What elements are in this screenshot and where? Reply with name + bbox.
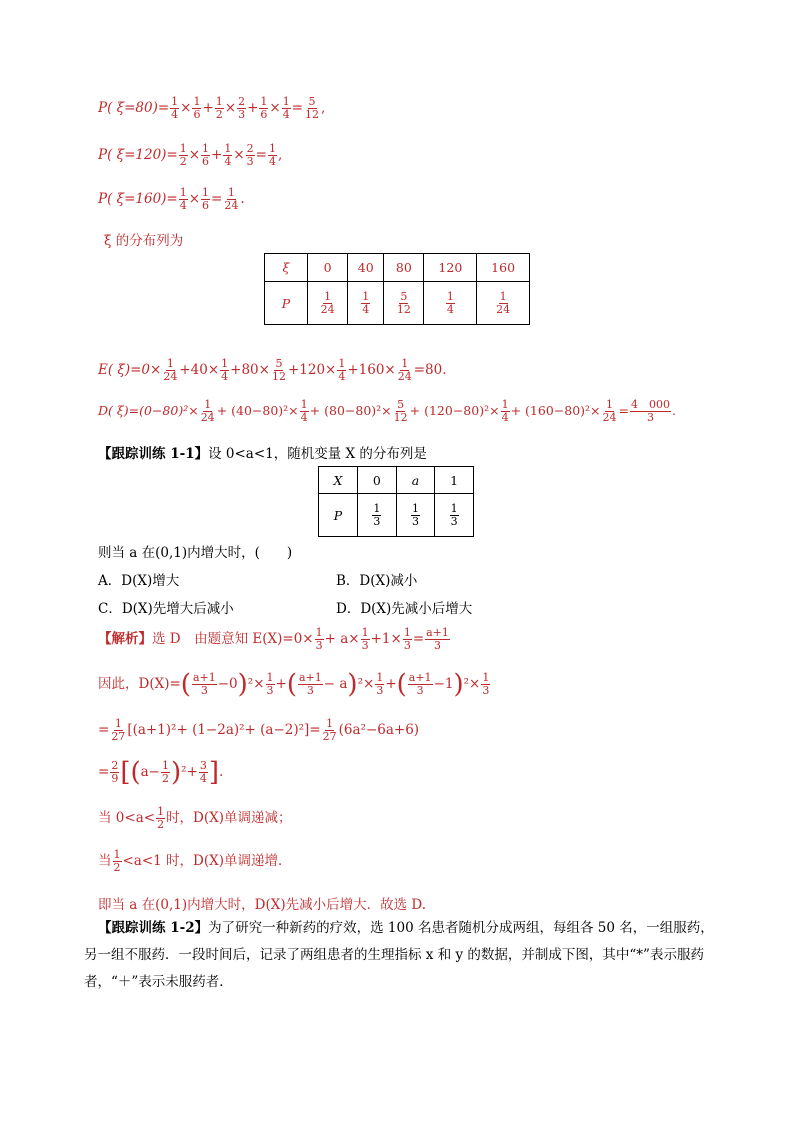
fraction: $\frac{1}{3}$ [315,626,323,652]
analysis-line-2: 因此，D(X)=( $\frac{a+1}{3}$ −0)²× $\frac{1}{3}$ +( $\frac{a+1}{3}$ − a)²× $\frac{1}{3}$ +( $\frac{a+1}{3}$ −1)²× $\frac{1}{3}$ [98,669,490,700]
fraction: $\frac{1}{2}$ [179,142,187,168]
table-cell: P [319,494,358,537]
analysis-conclusion: 即当 a 在(0,1)内增大时，D(X)先减小后增大．故选 D. [98,897,427,913]
fraction: $\frac{5}{12}$ [393,398,408,424]
fraction: $\frac{1}{3}$ [482,671,490,697]
fraction: $\frac{1}{4}$ [221,357,229,383]
fraction: $\frac{3}{4}$ [199,759,207,785]
prob-lhs: P( ξ=80)= [98,100,170,116]
fraction: $\frac{1}{4}$ [282,95,290,121]
fraction: $\frac{1}{27}$ [111,717,126,743]
expectation-line: E( ξ)=0× $\frac{1}{24}$ +40× $\frac{1}{4}$ +80× $\frac{5}{12}$ +120× $\frac{1}{4}$ +160× $\frac{1}{24}$ =80. [98,357,447,383]
table-cell: 160 [477,254,530,282]
option-b[interactable]: B．D(X)减小 [336,573,418,589]
fraction: $\frac{1}{24}$ [224,186,239,212]
table-cell: $\frac{1}{3}$ [396,494,435,537]
fraction: $\frac{1}{4}$ [338,357,346,383]
analysis-line-3: = $\frac{1}{27}$ [(a+1)²+ (1−2a)²+ (a−2)²]= $\frac{1}{27}$ (6a²−6a+6) [98,717,420,743]
fraction: $\frac{1}{6}$ [202,186,210,212]
table-row [265,282,530,325]
fraction: $\frac{5}{12}$ [271,357,286,383]
analysis-line-5: 当 0<a< $\frac{1}{2}$ 时，D(X)单调递减； [98,805,292,831]
fraction: $\frac{1}{2}$ [113,848,121,874]
table-row [265,254,530,282]
distribution-table-x [318,466,474,537]
fraction: $\frac{a+1}{3}$ [426,626,449,652]
table-row [319,494,474,537]
fraction: $\frac{a+1}{3}$ [192,671,216,697]
distribution-table-xi [264,253,530,325]
fraction: $\frac{1}{3}$ [376,671,384,697]
fraction: $\frac{1}{24}$ [163,357,178,383]
table-cell: $\frac{1}{4}$ [424,282,477,325]
question-text: 则当 a 在(0,1)内增大时，( ) [98,545,293,561]
prob-line-160: P( ξ=160)= $\frac{1}{4}$ × $\frac{1}{6}$ = $\frac{1}{24}$ . [98,186,245,212]
table-cell: 1 [435,467,474,494]
fraction: $\frac{1}{4}$ [171,95,179,121]
table-cell: a [396,467,435,494]
dist-label: ξ 的分布列为 [104,233,184,249]
analysis-line-6: 当 $\frac{1}{2}$ <a<1 时，D(X)单调递增． [98,848,292,874]
prob-lhs: P( ξ=120)= [98,147,178,163]
fraction: $\frac{2}{9}$ [111,759,119,785]
fraction: $\frac{5}{12}$ [305,95,320,121]
analysis-line-1: 【解析】选 D 由题意知 E(X)=0× $\frac{1}{3}$ + a× $\frac{1}{3}$ +1× $\frac{1}{3}$ = $\frac{a+1}{3}$ [98,626,449,652]
prob-lhs: P( ξ=160)= [98,191,178,207]
table-cell: $\frac{1}{24}$ [308,282,348,325]
table-cell: 0 [308,254,348,282]
table-cell: ξ [265,254,308,282]
table-cell: $\frac{1}{3}$ [435,494,474,537]
fraction: $\frac{2}{3}$ [246,142,254,168]
analysis-line-4: = $\frac{2}{9}$ [(a− $\frac{1}{2}$ )²+ $\frac{3}{4}$ ]. [98,757,224,788]
fraction: $\frac{1}{2}$ [162,759,169,785]
fraction: $\frac{a+1}{3}$ [408,671,432,697]
table-cell: $\frac{5}{12}$ [384,282,424,325]
table-cell: $\frac{1}{4}$ [348,282,384,325]
fraction: $\frac{1}{4}$ [224,142,232,168]
fraction: $\frac{2}{3}$ [238,95,246,121]
analysis-tag: 【解析】 [98,631,152,647]
table-cell: P [265,282,308,325]
table-cell: 40 [348,254,384,282]
exercise-text: 设 0<a<1，随机变量 X 的分布列是 [208,446,427,462]
fraction: $\frac{1}{24}$ [200,398,215,424]
exercise-tag: 【跟踪训练 1-2】 [98,920,209,936]
fraction: $\frac{1}{27}$ [322,717,337,743]
variance-line: D( ξ)=(0−80)²× $\frac{1}{24}$ + (40−80)²× $\frac{1}{4}$ + (80−80)²× $\frac{5}{12}$ + (120−80)²× $\frac{1}{4}$ + (160−80)²× $\frac{1}{24}$ = $\frac{4 000}{3}$ . [98,398,676,424]
exercise-tag: 【跟踪训练 1-1】 [98,446,209,462]
fraction: $\frac{1}{2}$ [157,805,165,831]
fraction: $\frac{1}{4}$ [300,398,308,424]
table-cell: 0 [358,467,397,494]
fraction: $\frac{1}{4}$ [501,398,509,424]
table-cell: X [319,467,358,494]
fraction: $\frac{1}{24}$ [397,357,412,383]
fraction: $\frac{1}{24}$ [602,398,617,424]
fraction: $\frac{1}{6}$ [202,142,210,168]
table-cell: 80 [384,254,424,282]
fraction: $\frac{4 000}{3}$ [631,398,671,424]
option-a[interactable]: A．D(X)增大 [98,573,180,589]
fraction: $\frac{1}{2}$ [215,95,223,121]
table-cell: $\frac{1}{3}$ [358,494,397,537]
fraction: $\frac{a+1}{3}$ [298,671,322,697]
option-d[interactable]: D．D(X)先减小后增大 [336,601,473,617]
table-cell: $\frac{1}{24}$ [477,282,530,325]
prob-line-80: P( ξ=80)= $\frac{1}{4}$ × $\frac{1}{6}$ + $\frac{1}{2}$ × $\frac{2}{3}$ + $\frac{1}{6}$ × $\frac{1}{4}$ = $\frac{5}{12}$ , [98,95,326,121]
fraction: $\frac{1}{6}$ [193,95,201,121]
exercise-text: 为了研究一种新药的疗效，选 100 名患者随机分成两组，每组各 50 名，一组服药，另一组不服药．一段时间后，记录了两组患者的生理指标 x 和 y 的数据，并制成下图，其中“*”表示服药者，“＋”表示未服药者． [84,920,714,990]
fraction: $\frac{1}{3}$ [361,626,369,652]
fraction: $\frac{1}{3}$ [403,626,411,652]
table-row [319,467,474,494]
fraction: $\frac{1}{6}$ [260,95,268,121]
fraction: $\frac{1}{3}$ [266,671,274,697]
exercise-1-1-stem [98,442,427,462]
fraction: $\frac{1}{4}$ [268,142,276,168]
prob-line-120: P( ξ=120)= $\frac{1}{2}$ × $\frac{1}{6}$ + $\frac{1}{4}$ × $\frac{2}{3}$ = $\frac{1}{4}$ , [98,142,283,168]
option-c[interactable]: C．D(X)先增大后减小 [98,601,234,617]
fraction: $\frac{1}{4}$ [179,186,187,212]
table-cell: 120 [424,254,477,282]
exercise-1-2-stem [84,915,724,996]
